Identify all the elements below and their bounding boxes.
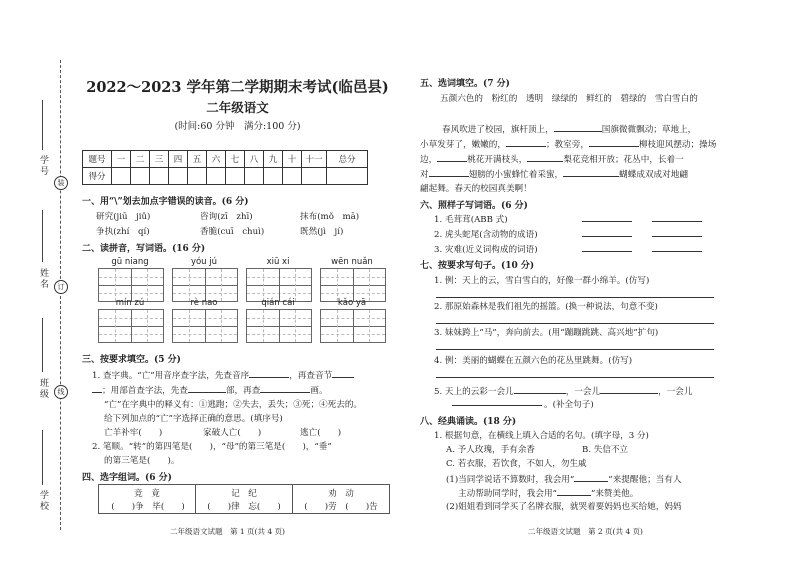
score-cell[interactable] <box>245 168 264 185</box>
s5-text: 蝴蝶成双成对地翩 <box>619 170 688 180</box>
answer-blank[interactable] <box>563 167 619 177</box>
s3-choice[interactable]: 逃亡( ) <box>300 428 342 438</box>
name-field[interactable] <box>42 210 43 262</box>
writing-grid[interactable] <box>172 309 238 343</box>
answer-blank[interactable] <box>574 472 608 482</box>
seal-mark: 订 <box>54 280 68 294</box>
answer-blank[interactable] <box>582 242 632 252</box>
s4-heading: 记 纪 <box>231 489 257 499</box>
s5-passage-line: 翩起舞。春天的校园真美啊！ <box>420 184 532 194</box>
s3-line <box>92 368 354 381</box>
answer-blank[interactable] <box>652 212 702 222</box>
s5-text: 春风吹进了校园，旗杆顶上， <box>442 125 554 135</box>
answer-blank[interactable] <box>437 152 467 162</box>
s1-item: 香脆(cuī chuì) <box>200 227 265 237</box>
s7-text: ，一会儿 <box>565 387 601 397</box>
s7-text: 5. 天上的云彩一会儿 <box>434 387 514 397</box>
exam-info: (时间:60 分钟 满分:100 分) <box>174 121 301 132</box>
s3-line: 2. 笔顺。“转”的第四笔是( )，“母”的第三笔是( )，“垂” <box>92 442 332 452</box>
seal-mark: 装 <box>54 176 68 190</box>
s4-words[interactable]: ( )律 忘( ) <box>207 502 281 512</box>
score-header-cell: 九 <box>264 151 283 168</box>
s3-choice[interactable]: 亡羊补牢( ) <box>104 428 163 438</box>
score-cell[interactable] <box>264 168 283 185</box>
answer-line[interactable] <box>436 340 714 350</box>
section-7-title: 七、按要求写句子。(10 分) <box>420 261 535 271</box>
s5-text: 柳枝迎风摆动；操场 <box>638 140 717 150</box>
section-6-title: 六、照样子写词语。(6 分) <box>420 201 528 211</box>
answer-blank[interactable] <box>514 384 566 394</box>
writing-grid[interactable] <box>172 268 238 302</box>
score-header-cell: 八 <box>245 151 264 168</box>
s1-item: 研究(jiū jiǔ) <box>96 212 151 222</box>
answer-blank[interactable] <box>260 383 310 393</box>
s5-word-bank: 五颜六色的 粉红的 透明 绿绿的 鲜红的 碧绿的 雪白雪白的 <box>440 94 698 104</box>
school-label: 学校 <box>38 490 48 512</box>
s1-item: 咨询(zī zhī) <box>200 212 253 222</box>
answer-blank[interactable] <box>527 152 563 162</box>
s3-text: ；用部首查字法，先查 <box>102 386 188 396</box>
score-header-cell: 二 <box>131 151 150 168</box>
s1-item: 抹布(mǒ mā) <box>300 212 360 222</box>
s8-item: 1. 根据句意，在横线上填入合适的名句。(填字母，3 分) <box>434 431 649 441</box>
writing-grid[interactable] <box>320 309 386 343</box>
score-cell[interactable] <box>226 168 245 185</box>
answer-blank[interactable] <box>582 212 632 222</box>
score-cell[interactable] <box>207 168 226 185</box>
answer-blank[interactable] <box>429 167 469 177</box>
s8-question <box>458 486 638 499</box>
s5-passage-line <box>420 137 716 150</box>
s7-item: 1. 例：天上的云，雪白雪白的，好像一群小绵羊。(仿写) <box>434 276 650 286</box>
s3-line: 给下列加点的“亡”字选择正确的意思。(填序号) <box>104 414 283 424</box>
score-cell[interactable] <box>327 168 368 185</box>
s8-text: ”来提醒他；当有人 <box>608 475 682 485</box>
s5-text: 小草发芽了，嫩嫩的， <box>420 140 506 150</box>
s3-text: 1. 查字典。“亡”用音序查字法，先查音序 <box>92 371 250 381</box>
score-header-cell: 十 <box>283 151 302 168</box>
s5-text: 翅膀的小蜜蜂忙着采蜜， <box>468 170 564 180</box>
s3-line: “亡”在字典中的释义有：①逃跑；②失去，丢失；③死；④死去的。 <box>104 400 363 410</box>
pinyin-prompt: xiū xi <box>266 257 290 267</box>
s5-passage-line <box>420 167 688 180</box>
answer-blank[interactable] <box>589 137 639 147</box>
score-cell[interactable] <box>131 168 150 185</box>
score-table-score-row <box>83 168 368 185</box>
answer-blank[interactable] <box>600 384 658 394</box>
answer-blank[interactable] <box>506 137 546 147</box>
s7-item: 3. 妹妹跨上“马”，奔向前去。(用“蹦蹦跳跳、高兴地”扩句) <box>434 328 659 338</box>
answer-blank[interactable] <box>332 368 354 378</box>
binding-dash-line <box>60 60 61 530</box>
school-field[interactable] <box>42 430 43 485</box>
pinyin-prompt: qián cái <box>261 298 295 308</box>
s8-text: (1)当同学说话不算数时，我会用“ <box>446 475 575 485</box>
s5-text: 对 <box>420 170 429 180</box>
score-header-cell: 题号 <box>83 151 112 168</box>
s3-choice[interactable]: 家破人亡( ) <box>203 428 262 438</box>
writing-grid[interactable] <box>98 268 164 302</box>
answer-blank[interactable] <box>452 396 542 406</box>
writing-grid[interactable] <box>246 309 312 343</box>
score-cell[interactable] <box>169 168 188 185</box>
s7-text: 。(补全句子) <box>544 400 594 410</box>
score-header-cell: 七 <box>226 151 245 168</box>
exam-subtitle: 二年级语文 <box>206 100 269 115</box>
score-cell[interactable] <box>112 168 131 185</box>
s8-option: C. 若衣服，若饮食，不如人，勿生戚 <box>446 459 587 469</box>
score-cell[interactable] <box>302 168 327 185</box>
s8-option: A. 予人玫瑰，手有余香 <box>446 445 536 455</box>
section-3-title: 三、按要求填空。(5 分) <box>82 355 181 365</box>
writing-grid[interactable] <box>320 268 386 302</box>
score-cell[interactable] <box>188 168 207 185</box>
s5-text: 桃花开满枝头， <box>467 155 528 165</box>
answer-line[interactable] <box>436 314 714 324</box>
pinyin-prompt: yóu jú <box>190 257 218 267</box>
seal-mark: 线 <box>54 385 68 399</box>
s3-text: 部，再查 <box>225 386 261 396</box>
binding-margin <box>0 0 75 561</box>
s3-text: ，再查音节 <box>289 371 333 381</box>
writing-grid[interactable] <box>246 268 312 302</box>
exam-title: 2022～2023 学年第二学期期末考试(临邑县) <box>86 79 389 96</box>
answer-blank[interactable] <box>652 227 702 237</box>
score-header-cell: 总分 <box>327 151 368 168</box>
s7-text: ，一会儿 <box>658 387 693 397</box>
page-footer-right: 二年级语文试题 第 2 页(共 4 页) <box>528 527 643 536</box>
answer-blank[interactable] <box>554 122 602 132</box>
s8-question: (2)姐姐看到同学买了名牌衣服，就哭着要妈妈也买给她，妈妈 <box>446 502 682 512</box>
s5-text: 边， <box>420 155 438 165</box>
score-header-cell: 六 <box>207 151 226 168</box>
answer-blank[interactable] <box>92 383 102 393</box>
s8-text: ”来赞美他。 <box>590 489 639 499</box>
s7-item: 4. 例：美丽的蝴蝶在五颜六色的花丛里跳舞。(仿写) <box>434 356 633 366</box>
score-header-cell: 十一 <box>302 151 327 168</box>
section-4-title: 四、选字组词。(6 分) <box>82 473 172 483</box>
section-2-title: 二、读拼音，写词语。(16 分) <box>82 244 206 254</box>
score-table <box>82 150 368 185</box>
answer-blank[interactable] <box>249 368 289 378</box>
s4-heading: 竞 竟 <box>134 489 160 499</box>
page-footer-left: 二年级语文试题 第 1 页(共 4 页) <box>170 527 285 536</box>
word-choice-box <box>98 484 390 514</box>
pinyin-prompt: rè nao <box>190 298 218 308</box>
s5-text: 国旗微微飘动；草地上， <box>601 125 697 135</box>
answer-blank[interactable] <box>557 486 591 496</box>
s6-item: 3. 灾难(近义词构成的词语) <box>434 245 538 255</box>
s7-item: 2. 那原始森林是我们祖先的摇篮。(换一种说法，句意不变) <box>434 302 658 312</box>
s5-text: ；教室旁， <box>545 140 589 150</box>
s5-passage-line <box>442 122 696 135</box>
answer-blank[interactable] <box>188 383 226 393</box>
score-header-cell: 一 <box>112 151 131 168</box>
answer-blank[interactable] <box>582 227 632 237</box>
score-cell[interactable] <box>283 168 302 185</box>
score-header-cell: 四 <box>169 151 188 168</box>
answer-line[interactable] <box>436 368 714 378</box>
pinyin-prompt: wēn nuǎn <box>331 257 373 267</box>
section-1-title: 一、用“\”划去加点字错误的读音。(6 分) <box>82 197 249 207</box>
score-cell[interactable] <box>150 168 169 185</box>
s1-item: 争执(zhí qí) <box>96 227 150 237</box>
class-label: 班级 <box>38 378 48 400</box>
student-id-label: 学号 <box>38 155 48 177</box>
s1-item: 既然(jì jí) <box>300 227 344 237</box>
writing-grid[interactable] <box>98 309 164 343</box>
s5-passage-line <box>420 152 684 165</box>
score-table-header-row <box>83 151 368 168</box>
section-8-title: 八、经典诵读。(18 分) <box>420 417 517 427</box>
s6-item: 2. 虎头蛇尾(含动物的成语) <box>434 230 538 240</box>
s3-line <box>92 383 328 396</box>
pinyin-prompt: mín zú <box>115 298 145 308</box>
s3-line: 的第三笔是( )。 <box>104 456 180 466</box>
name-label: 姓名 <box>38 268 48 290</box>
answer-blank[interactable] <box>652 242 702 252</box>
score-header-cell: 五 <box>188 151 207 168</box>
answer-line[interactable] <box>436 288 714 298</box>
class-field[interactable] <box>42 318 43 372</box>
s3-text: 画。 <box>310 386 328 396</box>
s4-words[interactable]: ( )劳 ( )告 <box>304 502 378 512</box>
student-id-field[interactable] <box>42 100 43 150</box>
s4-heading: 劝 动 <box>328 489 354 499</box>
s8-option: B. 失信不立 <box>582 445 629 455</box>
score-header-cell: 三 <box>150 151 169 168</box>
s6-item: 1. 毛茸茸(ABB 式) <box>434 215 508 225</box>
pinyin-prompt: gū niang <box>111 257 149 267</box>
pinyin-prompt: kǎo yā <box>337 298 367 308</box>
s4-words[interactable]: ( )争 毕( ) <box>111 502 185 512</box>
s8-question <box>446 472 681 485</box>
s5-text: 梨花竞相开放；花丛中，长着一 <box>563 155 684 165</box>
score-row-label: 得分 <box>83 168 112 185</box>
section-5-title: 五、选词填空。(7 分) <box>420 79 510 89</box>
s8-text: 主动帮助同学时，我会用“ <box>458 489 557 499</box>
